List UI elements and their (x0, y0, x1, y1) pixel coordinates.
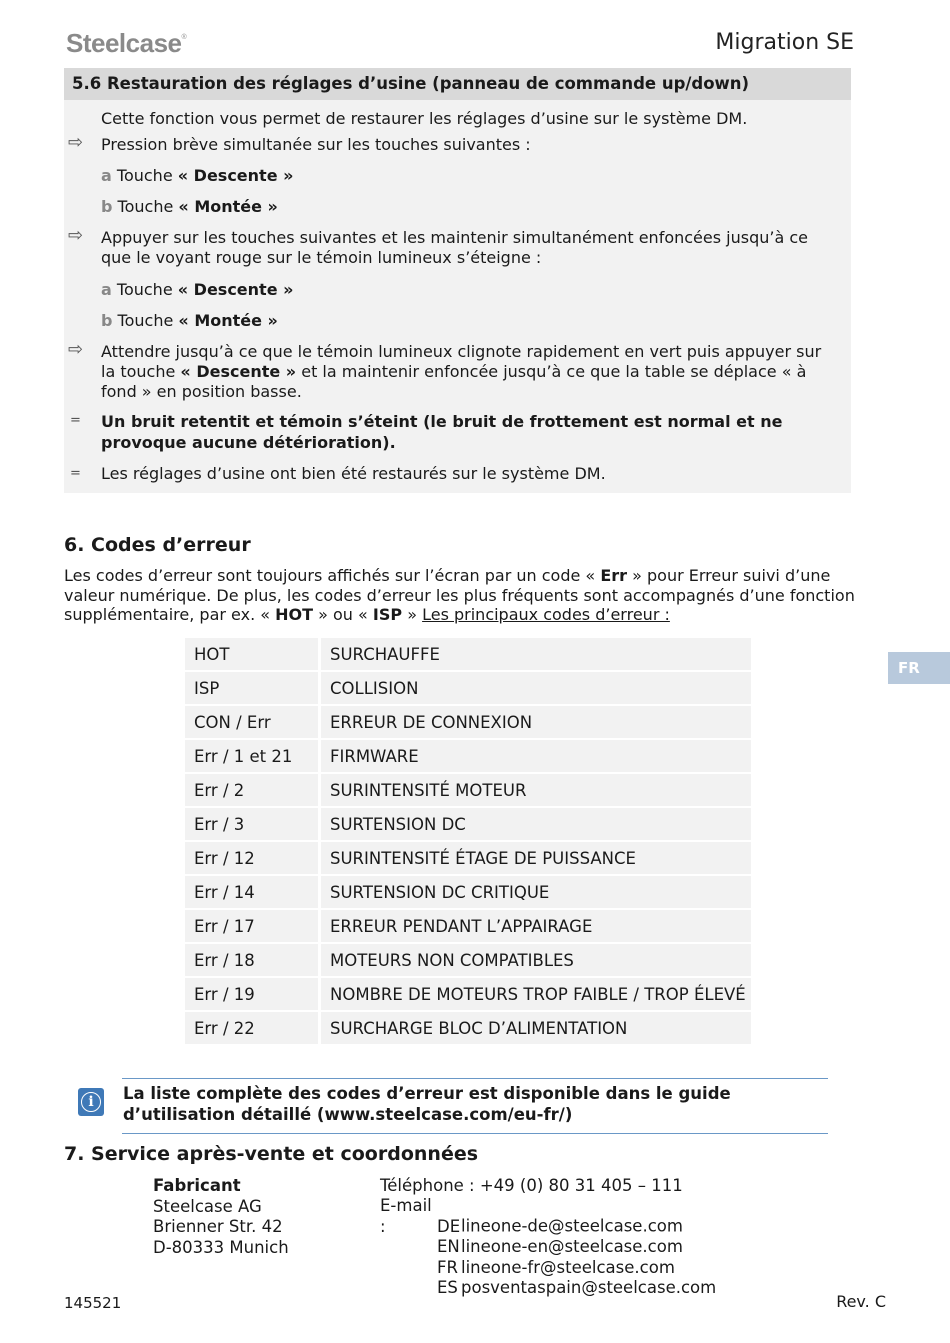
codes-link-text: Les principaux codes d’erreur : (422, 605, 670, 624)
table-row (185, 978, 751, 1010)
steelcase-logo: Steelcase® (66, 28, 187, 58)
error-meaning-cell: SURCHAUFFE (321, 638, 751, 670)
manufacturer-address: Fabricant Steelcase AG Brienner Str. 42 D-80333 Munich (153, 1176, 289, 1257)
language-tab-fr[interactable]: FR (888, 652, 950, 684)
revision-label: Rev. C (836, 1292, 886, 1311)
document-number: 145521 (64, 1294, 122, 1312)
table-row (185, 774, 751, 806)
equals-icon: = (70, 466, 81, 481)
note-text: La liste complète des codes d’erreur est disponible dans le guide d’utilisation détaillé (www.steelcase.com/eu-fr/) (123, 1084, 731, 1124)
error-meaning-cell: SURTENSION DC CRITIQUE (321, 876, 751, 908)
error-codes-table (185, 636, 751, 1046)
section-6-heading: 6. Codes d’erreur (64, 534, 251, 556)
table-row (185, 638, 751, 670)
arrow-icon: ⇨ (68, 132, 84, 153)
section-7-heading: 7. Service après-vente et coordonnées (64, 1143, 479, 1165)
email-lang-code: DE (437, 1216, 461, 1236)
email-address[interactable]: lineone-en@steelcase.com (461, 1237, 683, 1256)
error-code-cell: Err / 17 (185, 910, 318, 942)
email-row (380, 1237, 716, 1258)
error-meaning-cell: NOMBRE DE MOTEURS TROP FAIBLE / TROP ÉLEVÉ (321, 978, 751, 1010)
error-meaning-cell: MOTEURS NON COMPATIBLES (321, 944, 751, 976)
email-address[interactable]: posventaspain@steelcase.com (461, 1278, 717, 1297)
info-icon: i (78, 1088, 104, 1116)
email-address[interactable]: lineone-fr@steelcase.com (461, 1257, 675, 1277)
table-row (185, 808, 751, 840)
error-meaning-cell: SURCHARGE BLOC D’ALIMENTATION (321, 1012, 751, 1044)
error-code-cell: Err / 18 (185, 944, 318, 976)
error-code-cell: Err / 3 (185, 808, 318, 840)
error-meaning-cell: SURINTENSITÉ MOTEUR (321, 774, 751, 806)
error-code-cell: Err / 12 (185, 842, 318, 874)
error-meaning-cell: COLLISION (321, 672, 751, 704)
email-address[interactable]: lineone-de@steelcase.com (461, 1216, 683, 1236)
error-code-cell: CON / Err (185, 706, 318, 738)
table-row (185, 876, 751, 908)
table-row (185, 740, 751, 772)
error-code-cell: Err / 2 (185, 774, 318, 806)
arrow-icon: ⇨ (68, 339, 84, 360)
email-lang-code: EN (437, 1237, 460, 1256)
document-title: Migration SE (715, 30, 854, 55)
error-code-cell: ISP (185, 672, 318, 704)
section-6-intro: Les codes d’erreur sont toujours affichés sur l’écran par un code « Err » pour Erreur suivi d’une valeur numérique. De plus, les codes d’erreur les plus fréquents sont accompagnés d’une fonction supplémentaire, par ex. « HOT » ou « ISP » Les principaux codes d’erreur : (64, 566, 855, 624)
section-5-6-title: 5.6 Restauration des réglages d’usine (panneau de commande up/down) (64, 68, 851, 100)
error-code-cell: HOT (185, 638, 318, 670)
arrow-icon: ⇨ (68, 225, 84, 246)
error-meaning-cell: ERREUR DE CONNEXION (321, 706, 751, 738)
email-list (380, 1196, 716, 1299)
table-row (185, 1012, 751, 1044)
table-row (185, 842, 751, 874)
error-meaning-cell: SURINTENSITÉ ÉTAGE DE PUISSANCE (321, 842, 751, 874)
email-lang-code: ES (437, 1278, 458, 1297)
equals-icon: = (70, 413, 81, 428)
error-meaning-cell: FIRMWARE (321, 740, 751, 772)
table-row (185, 910, 751, 942)
error-code-cell: Err / 22 (185, 1012, 318, 1044)
phone-number: Téléphone : +49 (0) 80 31 405 – 111 (380, 1176, 683, 1195)
error-code-cell: Err / 14 (185, 876, 318, 908)
error-code-cell: Err / 19 (185, 978, 318, 1010)
error-meaning-cell: SURTENSION DC (321, 808, 751, 840)
table-row (185, 944, 751, 976)
email-lang-code: FR (437, 1257, 458, 1277)
error-code-cell: Err / 1 et 21 (185, 740, 318, 772)
error-meaning-cell: ERREUR PENDANT L’APPAIRAGE (321, 910, 751, 942)
email-row (380, 1258, 716, 1279)
email-label: E-mail : (380, 1196, 432, 1236)
table-row (185, 672, 751, 704)
email-row (380, 1196, 716, 1237)
email-row (380, 1278, 716, 1299)
table-row (185, 706, 751, 738)
